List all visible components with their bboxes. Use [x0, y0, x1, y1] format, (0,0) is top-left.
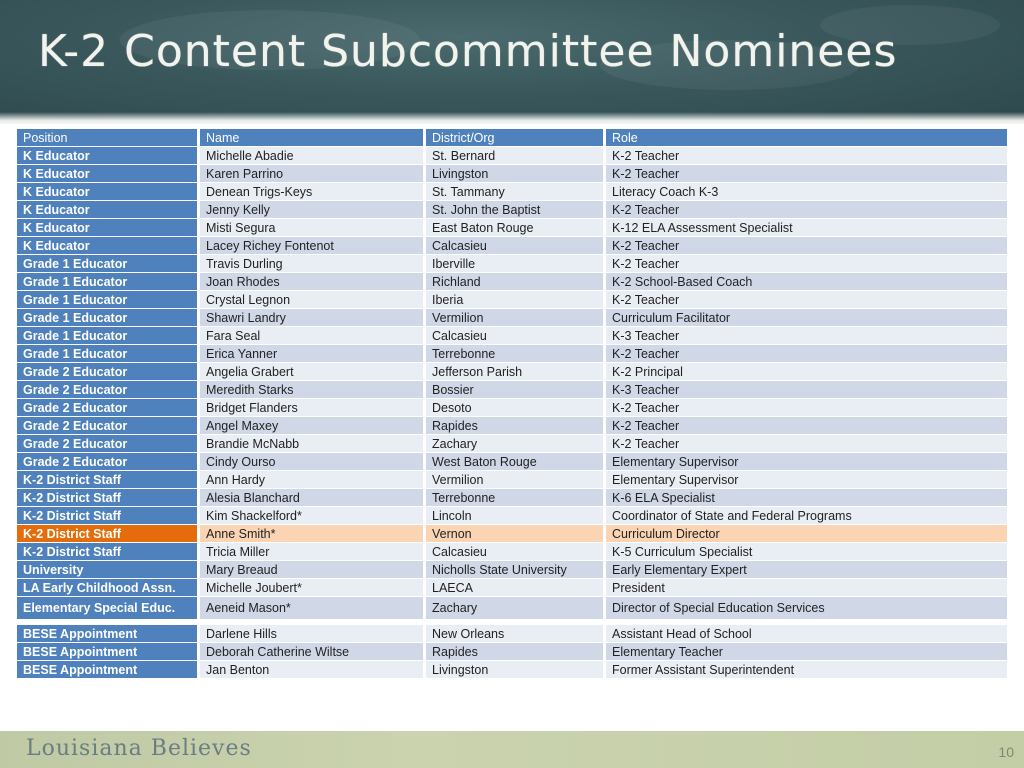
cell-name: Darlene Hills	[200, 620, 426, 643]
table-row	[17, 579, 1007, 597]
table-row	[17, 309, 1007, 327]
table-body	[17, 147, 1007, 679]
page-title: K-2 Content Subcommittee Nominees	[38, 26, 898, 77]
cell-name: Ann Hardy	[200, 471, 426, 489]
cell-name: Michelle Abadie	[200, 147, 426, 165]
chalk-edge	[0, 112, 1024, 124]
cell-district: Livingston	[426, 165, 606, 183]
cell-name: Karen Parrino	[200, 165, 426, 183]
table-row	[17, 237, 1007, 255]
cell-role: K-2 Principal	[606, 363, 1007, 381]
cell-district: Vermilion	[426, 471, 606, 489]
cell-role: K-2 Teacher	[606, 165, 1007, 183]
cell-role: Assistant Head of School	[606, 620, 1007, 643]
cell-name: Angelia Grabert	[200, 363, 426, 381]
cell-name: Kim Shackelford*	[200, 507, 426, 525]
cell-district: Jefferson Parish	[426, 363, 606, 381]
cell-district: Vermilion	[426, 309, 606, 327]
cell-role: K-2 Teacher	[606, 399, 1007, 417]
table-row	[17, 327, 1007, 345]
cell-district: Richland	[426, 273, 606, 291]
table-row	[17, 597, 1007, 620]
cell-district: Nicholls State University	[426, 561, 606, 579]
cell-position: Grade 1 Educator	[17, 327, 200, 345]
cell-name: Aeneid Mason*	[200, 597, 426, 620]
cell-district: West Baton Rouge	[426, 453, 606, 471]
cell-position: K-2 District Staff	[17, 525, 200, 543]
cell-district: Calcasieu	[426, 543, 606, 561]
cell-position: K Educator	[17, 147, 200, 165]
page-number: 10	[998, 744, 1014, 760]
cell-name: Anne Smith*	[200, 525, 426, 543]
cell-role: K-2 Teacher	[606, 147, 1007, 165]
cell-district: Rapides	[426, 417, 606, 435]
cell-name: Jan Benton	[200, 661, 426, 679]
table-row	[17, 255, 1007, 273]
cell-name: Cindy Ourso	[200, 453, 426, 471]
cell-position: Grade 2 Educator	[17, 381, 200, 399]
table-row	[17, 561, 1007, 579]
cell-district: Iberia	[426, 291, 606, 309]
cell-name: Jenny Kelly	[200, 201, 426, 219]
table-row	[17, 399, 1007, 417]
cell-name: Misti Segura	[200, 219, 426, 237]
cell-district: Calcasieu	[426, 327, 606, 345]
cell-position: LA Early Childhood Assn.	[17, 579, 200, 597]
louisiana-believes-logo: Louisiana Believes	[26, 736, 252, 761]
cell-district: East Baton Rouge	[426, 219, 606, 237]
cell-district: St. Tammany	[426, 183, 606, 201]
cell-role: Curriculum Facilitator	[606, 309, 1007, 327]
cell-position: K-2 District Staff	[17, 471, 200, 489]
table-row	[17, 201, 1007, 219]
cell-name: Fara Seal	[200, 327, 426, 345]
cell-role: K-2 Teacher	[606, 201, 1007, 219]
cell-position: Grade 2 Educator	[17, 453, 200, 471]
cell-district: Vernon	[426, 525, 606, 543]
table-row	[17, 525, 1007, 543]
cell-position: Grade 1 Educator	[17, 273, 200, 291]
cell-role: K-3 Teacher	[606, 327, 1007, 345]
cell-position: Grade 2 Educator	[17, 435, 200, 453]
cell-position: BESE Appointment	[17, 620, 200, 643]
cell-name: Brandie McNabb	[200, 435, 426, 453]
cell-district: St. Bernard	[426, 147, 606, 165]
table-row	[17, 291, 1007, 309]
cell-district: Terrebonne	[426, 345, 606, 363]
cell-position: University	[17, 561, 200, 579]
cell-district: Bossier	[426, 381, 606, 399]
cell-position: Grade 1 Educator	[17, 309, 200, 327]
table-row	[17, 273, 1007, 291]
cell-district: Iberville	[426, 255, 606, 273]
cell-role: K-3 Teacher	[606, 381, 1007, 399]
table-row	[17, 643, 1007, 661]
cell-district: Terrebonne	[426, 489, 606, 507]
cell-role: K-2 Teacher	[606, 291, 1007, 309]
cell-role: K-2 School-Based Coach	[606, 273, 1007, 291]
cell-district: Zachary	[426, 435, 606, 453]
cell-district: Rapides	[426, 643, 606, 661]
table-row	[17, 219, 1007, 237]
cell-role: Curriculum Director	[606, 525, 1007, 543]
table-row	[17, 661, 1007, 679]
cell-role: Coordinator of State and Federal Programs	[606, 507, 1007, 525]
cell-name: Michelle Joubert*	[200, 579, 426, 597]
cell-name: Joan Rhodes	[200, 273, 426, 291]
table-row	[17, 183, 1007, 201]
table-row	[17, 345, 1007, 363]
cell-name: Deborah Catherine Wiltse	[200, 643, 426, 661]
table-row	[17, 417, 1007, 435]
cell-role: Elementary Teacher	[606, 643, 1007, 661]
cell-district: Lincoln	[426, 507, 606, 525]
cell-name: Meredith Starks	[200, 381, 426, 399]
chalkboard-header	[0, 0, 1024, 124]
cell-role: K-12 ELA Assessment Specialist	[606, 219, 1007, 237]
cell-position: Grade 1 Educator	[17, 255, 200, 273]
header-name: Name	[200, 128, 426, 147]
cell-position: K-2 District Staff	[17, 489, 200, 507]
header-district: District/Org	[426, 128, 606, 147]
cell-position: K Educator	[17, 219, 200, 237]
table-row	[17, 165, 1007, 183]
cell-position: Grade 2 Educator	[17, 399, 200, 417]
cell-role: K-2 Teacher	[606, 345, 1007, 363]
cell-role: Director of Special Education Services	[606, 597, 1007, 620]
table-row	[17, 435, 1007, 453]
cell-district: St. John the Baptist	[426, 201, 606, 219]
cell-name: Alesia Blanchard	[200, 489, 426, 507]
table-row	[17, 543, 1007, 561]
cell-district: Desoto	[426, 399, 606, 417]
cell-role: K-2 Teacher	[606, 237, 1007, 255]
cell-role: K-5 Curriculum Specialist	[606, 543, 1007, 561]
cell-name: Mary Breaud	[200, 561, 426, 579]
header-role: Role	[606, 128, 1007, 147]
cell-role: Former Assistant Superintendent	[606, 661, 1007, 679]
cell-district: Livingston	[426, 661, 606, 679]
cell-role: Literacy Coach K-3	[606, 183, 1007, 201]
cell-position: K-2 District Staff	[17, 543, 200, 561]
cell-role: K-2 Teacher	[606, 417, 1007, 435]
table-row	[17, 471, 1007, 489]
cell-role: Elementary Supervisor	[606, 453, 1007, 471]
cell-position: K Educator	[17, 237, 200, 255]
cell-position: K Educator	[17, 201, 200, 219]
table-header-row	[17, 128, 1007, 147]
cell-role: K-6 ELA Specialist	[606, 489, 1007, 507]
table-row	[17, 363, 1007, 381]
cell-role: Early Elementary Expert	[606, 561, 1007, 579]
cell-district: Zachary	[426, 597, 606, 620]
cell-position: K-2 District Staff	[17, 507, 200, 525]
cell-name: Crystal Legnon	[200, 291, 426, 309]
cell-position: BESE Appointment	[17, 661, 200, 679]
nominees-table	[17, 128, 1007, 679]
cell-role: Elementary Supervisor	[606, 471, 1007, 489]
table-row	[17, 507, 1007, 525]
cell-name: Bridget Flanders	[200, 399, 426, 417]
cell-role: K-2 Teacher	[606, 255, 1007, 273]
cell-position: Grade 1 Educator	[17, 345, 200, 363]
cell-name: Angel Maxey	[200, 417, 426, 435]
table-row	[17, 620, 1007, 643]
cell-position: BESE Appointment	[17, 643, 200, 661]
table-row	[17, 381, 1007, 399]
cell-name: Erica Yanner	[200, 345, 426, 363]
cell-role: K-2 Teacher	[606, 435, 1007, 453]
cell-name: Tricia Miller	[200, 543, 426, 561]
cell-district: Calcasieu	[426, 237, 606, 255]
cell-position: Grade 1 Educator	[17, 291, 200, 309]
cell-position: Grade 2 Educator	[17, 417, 200, 435]
table-row	[17, 147, 1007, 165]
cell-name: Lacey Richey Fontenot	[200, 237, 426, 255]
table-row	[17, 453, 1007, 471]
cell-name: Denean Trigs-Keys	[200, 183, 426, 201]
cell-role: President	[606, 579, 1007, 597]
cell-district: LAECA	[426, 579, 606, 597]
cell-name: Shawri Landry	[200, 309, 426, 327]
cell-position: Grade 2 Educator	[17, 363, 200, 381]
cell-position: Elementary Special Educ.	[17, 597, 200, 620]
cell-position: K Educator	[17, 183, 200, 201]
header-position: Position	[17, 128, 200, 147]
cell-district: New Orleans	[426, 620, 606, 643]
cell-position: K Educator	[17, 165, 200, 183]
table-row	[17, 489, 1007, 507]
cell-name: Travis Durling	[200, 255, 426, 273]
